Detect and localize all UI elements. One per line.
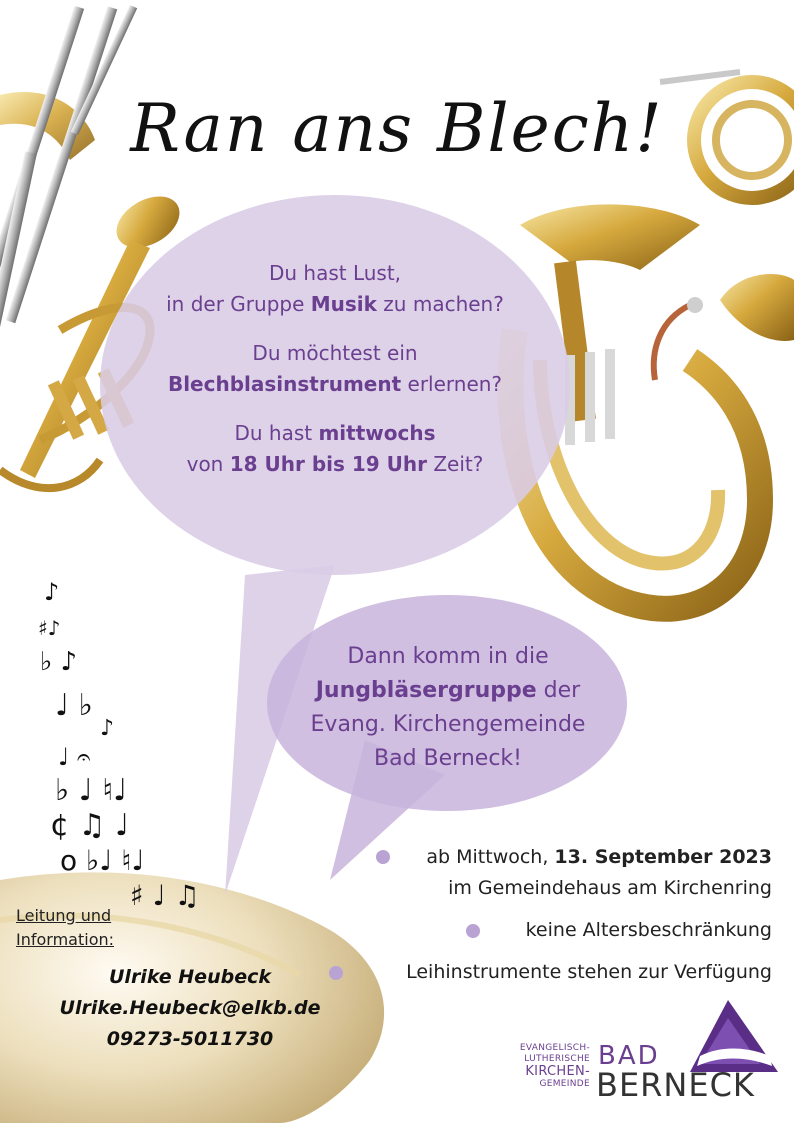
info-start-pre: ab Mittwoch, <box>426 846 555 868</box>
info-start <box>352 842 772 873</box>
svg-text:♪: ♪ <box>100 716 115 741</box>
contact-heading-line-1: Leitung und <box>16 906 112 925</box>
question-1-line-1: Du hast Lust, <box>268 261 402 285</box>
contact-name: Ulrike Heubeck <box>109 966 271 988</box>
logo-line-3: KIRCHEN- <box>525 1064 590 1079</box>
svg-text:♯ ♩ ♫: ♯ ♩ ♫ <box>130 879 200 912</box>
invite-line-4: Bad Berneck! <box>374 746 522 771</box>
question-3 <box>130 418 540 480</box>
svg-text:♭ ♪: ♭ ♪ <box>40 647 78 677</box>
question-3-line-2-post: Zeit? <box>427 452 484 476</box>
svg-text:♩ ♭: ♩ ♭ <box>55 688 93 723</box>
logo-word-berneck: BERNECK <box>596 1066 755 1104</box>
bubble-bottom-text <box>278 640 618 776</box>
info-block <box>352 842 772 988</box>
info-start-date: 13. September 2023 <box>554 846 772 868</box>
logo-line-1: EVANGELISCH- <box>519 1043 590 1053</box>
question-1-line-2-pre: in der Gruppe <box>166 292 311 316</box>
question-2 <box>130 338 540 400</box>
invite-group-name: Jungbläsergruppe <box>315 678 537 703</box>
question-2-highlight: Blechblasinstrument <box>167 372 402 396</box>
church-logo-icon <box>690 1000 778 1072</box>
question-2-line-2-post: erlernen? <box>401 372 503 396</box>
contact-heading <box>16 904 114 952</box>
logo-word-bad: BAD <box>598 1041 660 1071</box>
question-1-highlight: Musik <box>310 292 377 316</box>
question-3-time: 18 Uhr bis 19 Uhr <box>229 452 427 476</box>
contact-details <box>40 962 340 1055</box>
invite-line-3: Evang. Kirchengemeinde <box>310 712 586 737</box>
invite-line-1: Dann komm in die <box>347 644 549 669</box>
svg-text:♪: ♪ <box>44 578 60 606</box>
invite-line-2-post: der <box>536 678 581 703</box>
question-1-line-2-post: zu machen? <box>376 292 504 316</box>
logo-line-4: GEMEINDE <box>539 1079 590 1089</box>
svg-text:♯♪: ♯♪ <box>38 616 61 640</box>
church-logo-text <box>506 1043 590 1090</box>
question-3-line-2-pre: von <box>186 452 230 476</box>
svg-text:♭ ♩ ♮♩: ♭ ♩ ♮♩ <box>55 773 128 808</box>
info-location: im Gemeindehaus am Kirchenring <box>448 877 772 899</box>
logo-line-2: LUTHERISCHE <box>524 1054 590 1064</box>
contact-email[interactable]: Ulrike.Heubeck@elkb.de <box>59 997 321 1019</box>
svg-text:o ♭♩ ♮♩: o ♭♩ ♮♩ <box>60 844 145 877</box>
svg-text:♩ 𝄐: ♩ 𝄐 <box>58 743 91 771</box>
music-notes-illustration <box>38 578 200 912</box>
question-1 <box>130 258 540 320</box>
info-instruments: Leihinstrumente stehen zur Verfügung <box>406 961 772 983</box>
contact-phone[interactable]: 09273-5011730 <box>106 1028 274 1050</box>
svg-text:¢ ♫ ♩: ¢ ♫ ♩ <box>50 808 130 843</box>
info-age: keine Altersbeschränkung <box>525 919 772 941</box>
question-3-line-1-pre: Du hast <box>234 421 319 445</box>
question-2-line-1: Du möchtest ein <box>252 341 418 365</box>
page-title: Ran ans Blech! <box>130 90 664 167</box>
bubble-top-text <box>130 258 540 498</box>
contact-heading-line-2: Information: <box>16 930 115 949</box>
question-3-day: mittwochs <box>318 421 436 445</box>
